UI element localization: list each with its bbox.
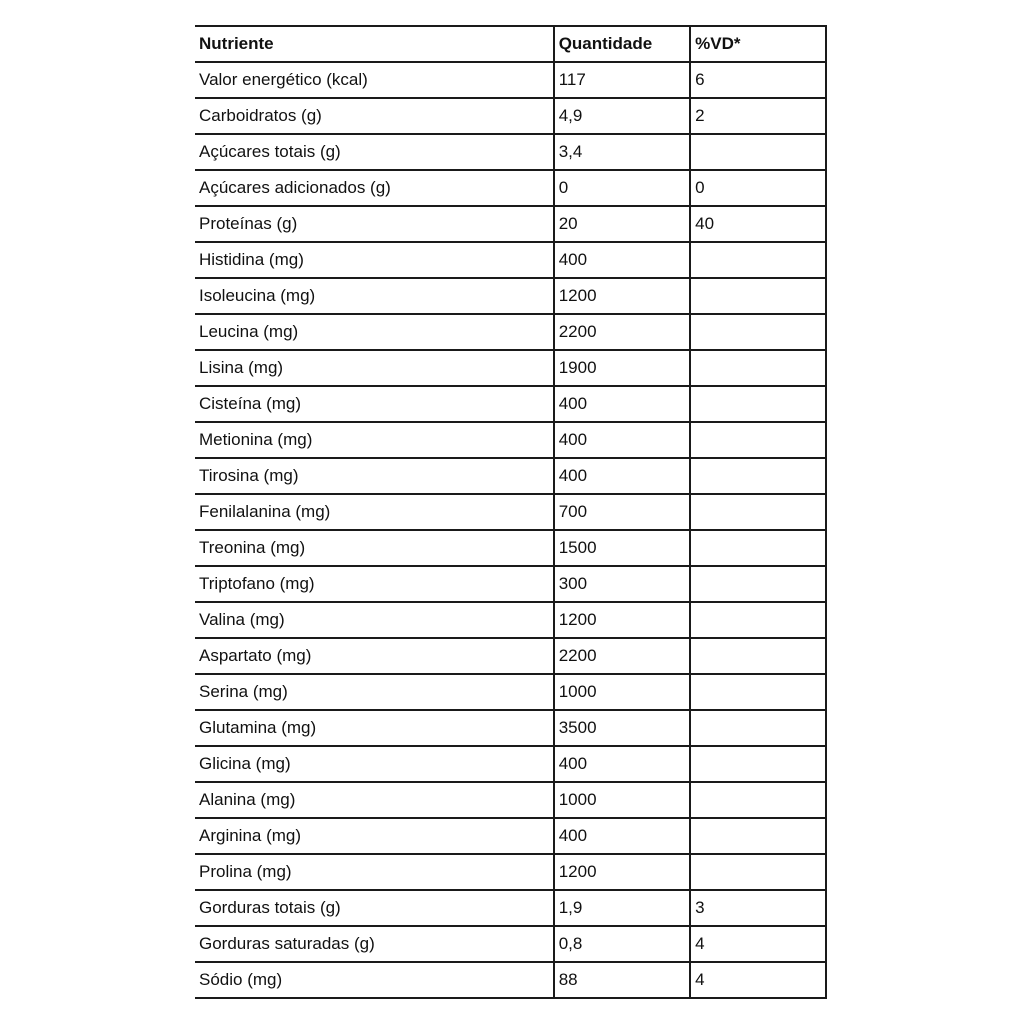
nutrient-vd [690, 746, 826, 782]
table-row [195, 314, 826, 350]
nutrient-vd: 6 [690, 62, 826, 98]
nutrient-vd [690, 494, 826, 530]
nutrient-name: Serina (mg) [195, 674, 554, 710]
nutrient-vd: 2 [690, 98, 826, 134]
nutrient-vd [690, 818, 826, 854]
nutrient-name: Gorduras totais (g) [195, 890, 554, 926]
nutrient-vd [690, 386, 826, 422]
table-row [195, 746, 826, 782]
nutrient-quantity: 2200 [554, 638, 690, 674]
table-row [195, 638, 826, 674]
nutrient-name: Leucina (mg) [195, 314, 554, 350]
table-row [195, 134, 826, 170]
nutrient-name: Valor energético (kcal) [195, 62, 554, 98]
table-row [195, 350, 826, 386]
nutrient-name: Metionina (mg) [195, 422, 554, 458]
header-vd: %VD* [690, 26, 826, 62]
table-row [195, 602, 826, 638]
table-row [195, 890, 826, 926]
nutrient-quantity: 400 [554, 386, 690, 422]
table-row [195, 422, 826, 458]
nutrition-table [195, 25, 827, 999]
nutrient-quantity: 1200 [554, 854, 690, 890]
nutrient-vd [690, 638, 826, 674]
nutrient-quantity: 0,8 [554, 926, 690, 962]
nutrient-name: Aspartato (mg) [195, 638, 554, 674]
nutrient-name: Prolina (mg) [195, 854, 554, 890]
table-row [195, 926, 826, 962]
nutrient-name: Lisina (mg) [195, 350, 554, 386]
table-row [195, 674, 826, 710]
nutrient-name: Isoleucina (mg) [195, 278, 554, 314]
nutrient-vd [690, 854, 826, 890]
nutrient-quantity: 4,9 [554, 98, 690, 134]
nutrient-quantity: 3,4 [554, 134, 690, 170]
nutrient-quantity: 400 [554, 746, 690, 782]
nutrient-vd [690, 314, 826, 350]
header-nutriente: Nutriente [195, 26, 554, 62]
nutrient-name: Treonina (mg) [195, 530, 554, 566]
header-quantidade: Quantidade [554, 26, 690, 62]
nutrient-vd [690, 278, 826, 314]
nutrient-quantity: 400 [554, 242, 690, 278]
nutrient-vd [690, 422, 826, 458]
nutrient-quantity: 88 [554, 962, 690, 998]
table-row [195, 386, 826, 422]
table-row [195, 962, 826, 998]
nutrient-quantity: 0 [554, 170, 690, 206]
nutrient-name: Valina (mg) [195, 602, 554, 638]
nutrient-vd [690, 566, 826, 602]
table-row [195, 170, 826, 206]
table-row [195, 206, 826, 242]
table-row [195, 242, 826, 278]
nutrient-quantity: 400 [554, 458, 690, 494]
nutrient-vd: 0 [690, 170, 826, 206]
nutrient-vd [690, 782, 826, 818]
table-body [195, 62, 826, 998]
nutrient-quantity: 1000 [554, 782, 690, 818]
table-row [195, 530, 826, 566]
nutrient-name: Açúcares adicionados (g) [195, 170, 554, 206]
nutrient-quantity: 1200 [554, 602, 690, 638]
table-row [195, 494, 826, 530]
nutrient-name: Gorduras saturadas (g) [195, 926, 554, 962]
nutrient-quantity: 1200 [554, 278, 690, 314]
nutrient-name: Histidina (mg) [195, 242, 554, 278]
nutrient-vd: 4 [690, 926, 826, 962]
nutrient-name: Açúcares totais (g) [195, 134, 554, 170]
nutrient-name: Arginina (mg) [195, 818, 554, 854]
nutrient-quantity: 2200 [554, 314, 690, 350]
nutrient-quantity: 400 [554, 422, 690, 458]
nutrient-name: Alanina (mg) [195, 782, 554, 818]
table-header-row [195, 26, 826, 62]
nutrient-quantity: 1,9 [554, 890, 690, 926]
nutrient-vd: 40 [690, 206, 826, 242]
nutrient-name: Proteínas (g) [195, 206, 554, 242]
nutrient-vd: 4 [690, 962, 826, 998]
nutrient-vd [690, 350, 826, 386]
nutrient-quantity: 700 [554, 494, 690, 530]
table-row [195, 62, 826, 98]
nutrient-quantity: 1900 [554, 350, 690, 386]
table-row [195, 566, 826, 602]
nutrient-quantity: 3500 [554, 710, 690, 746]
table-row [195, 854, 826, 890]
table-row [195, 710, 826, 746]
nutrient-name: Fenilalanina (mg) [195, 494, 554, 530]
nutrient-name: Cisteína (mg) [195, 386, 554, 422]
nutrient-vd [690, 674, 826, 710]
nutrient-quantity: 400 [554, 818, 690, 854]
nutrient-vd [690, 242, 826, 278]
table-row [195, 782, 826, 818]
table-row [195, 98, 826, 134]
nutrient-quantity: 117 [554, 62, 690, 98]
nutrient-name: Triptofano (mg) [195, 566, 554, 602]
nutrient-vd [690, 458, 826, 494]
nutrient-name: Tirosina (mg) [195, 458, 554, 494]
nutrient-quantity: 300 [554, 566, 690, 602]
nutrient-quantity: 20 [554, 206, 690, 242]
table-row [195, 278, 826, 314]
table-row [195, 458, 826, 494]
nutrient-quantity: 1500 [554, 530, 690, 566]
nutrient-quantity: 1000 [554, 674, 690, 710]
nutrient-vd [690, 710, 826, 746]
nutrient-name: Glutamina (mg) [195, 710, 554, 746]
table-row [195, 818, 826, 854]
nutrient-vd: 3 [690, 890, 826, 926]
nutrient-vd [690, 530, 826, 566]
nutrient-vd [690, 602, 826, 638]
nutrient-name: Sódio (mg) [195, 962, 554, 998]
nutrient-name: Carboidratos (g) [195, 98, 554, 134]
nutrient-name: Glicina (mg) [195, 746, 554, 782]
nutrient-vd [690, 134, 826, 170]
